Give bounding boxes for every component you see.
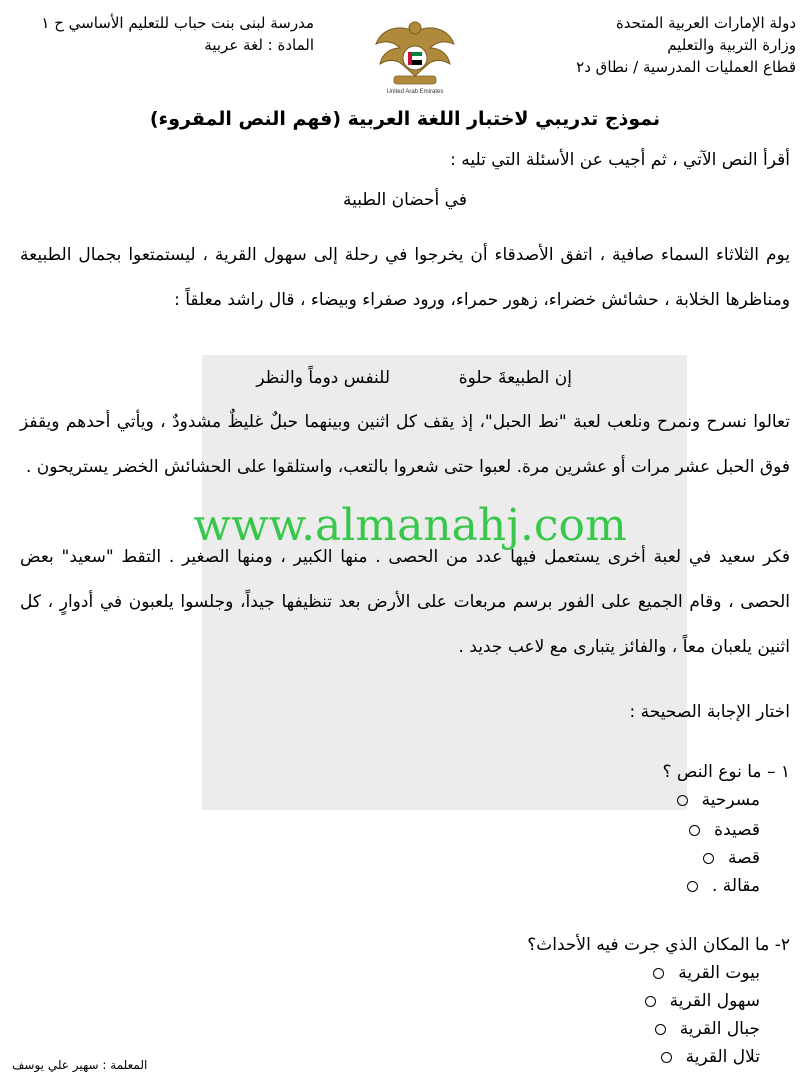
school-header	[14, 12, 314, 56]
story-title: في أحضان الطبية	[343, 190, 467, 210]
option-label: قصيدة	[714, 820, 760, 840]
subject-name: المادة : لغة عربية	[204, 36, 314, 54]
reading-instruction: أقرأ النص الآتي ، ثم أجيب عن الأسئلة التي تليه :	[450, 150, 790, 170]
option-label: جبال القرية	[679, 1019, 760, 1039]
question-2: ٢- ما المكان الذي جرت فيه الأحداث؟	[527, 935, 790, 955]
story-paragraph-2: تعالوا نسرح ونمرح ونلعب لعبة "نط الحبل"، إذ يقف كل اثنين وبينهما حبلٌ غليظٌ مشدودٌ ، ويأتي أحدهم ويقفز فوق الحبل عشر مرات أو عشرين مرة. لعبوا حتى شعروا بالتعب، واستلقوا على الحشائش الخضر يستريحون .	[20, 412, 790, 477]
option-label: قصة	[728, 848, 760, 868]
question-2-option-1[interactable]	[653, 963, 760, 983]
question-2-option-2[interactable]	[645, 991, 760, 1011]
option-label: مسرحية	[701, 790, 760, 810]
verse-first-half: إن الطبيعةَ حلوة	[458, 368, 572, 388]
option-label: مقالة .	[712, 876, 760, 896]
teacher-name: المعلمة : سهير علي يوسف	[12, 1058, 148, 1072]
verse-second-half: للنفس دوماً والنظر	[256, 368, 390, 388]
ministry-name: وزارة التربية والتعليم	[667, 36, 796, 54]
radio-circle-icon[interactable]	[703, 853, 714, 864]
option-label: سهول القرية	[669, 991, 760, 1011]
emblem-caption: United Arab Emirates	[386, 89, 444, 95]
page-title: نموذج تدريبي لاختبار اللغة العربية (فهم النص المقروء)	[149, 108, 661, 130]
radio-circle-icon[interactable]	[689, 825, 700, 836]
ministry-header	[576, 12, 796, 78]
story-paragraph-1: يوم الثلاثاء السماء صافية ، اتفق الأصدقاء أن يخرجوا في رحلة إلى سهول القرية ، ليستمتعوا بجمال الطبيعة ومناظرها الخلابة ، حشائش خضراء، زهور حمراء، ورود صفراء وبيضاء ، قال راشد معلقاً :	[20, 245, 790, 310]
question-1-option-3[interactable]	[703, 848, 760, 868]
choose-heading: اختار الإجابة الصحيحة :	[629, 702, 790, 722]
watermark: www.almanahj.com	[193, 500, 627, 551]
radio-circle-icon[interactable]	[687, 881, 698, 892]
country-name: دولة الإمارات العربية المتحدة	[615, 14, 796, 32]
story-paragraph-3: فكر سعيد في لعبة أخرى يستعمل فيها عدد من الحصى . منها الكبير ، ومنها الصغير . التقط "سعيد" بعض الحصى ، وقام الجميع على الفور برسم مربعات على الأرض بعد تنظيفها جيداً، وجلسوا يلعبون في أدوارٍ ، كل اثنين يلعبان معاً ، والفائز يتبارى مع لاعب جديد .	[20, 547, 790, 657]
option-label: بيوت القرية	[678, 963, 760, 983]
option-label: تلال القرية	[685, 1047, 760, 1067]
radio-circle-icon[interactable]	[661, 1052, 672, 1063]
school-name: مدرسة لبنى بنت حباب للتعليم الأساسي ح ١	[41, 14, 314, 32]
sector-name: قطاع العمليات المدرسية / نطاق د٢	[576, 58, 796, 76]
question-1-option-2[interactable]	[689, 820, 760, 840]
radio-circle-icon[interactable]	[677, 795, 688, 806]
radio-circle-icon[interactable]	[645, 996, 656, 1007]
question-2-option-4[interactable]	[661, 1047, 760, 1067]
question-2-option-3[interactable]	[655, 1019, 760, 1039]
question-1-option-4[interactable]	[687, 876, 760, 896]
radio-circle-icon[interactable]	[653, 968, 664, 979]
uae-emblem-logo	[372, 14, 458, 96]
question-1: ١ – ما نوع النص ؟	[662, 762, 790, 782]
radio-circle-icon[interactable]	[655, 1024, 666, 1035]
question-1-option-1[interactable]	[677, 790, 760, 810]
